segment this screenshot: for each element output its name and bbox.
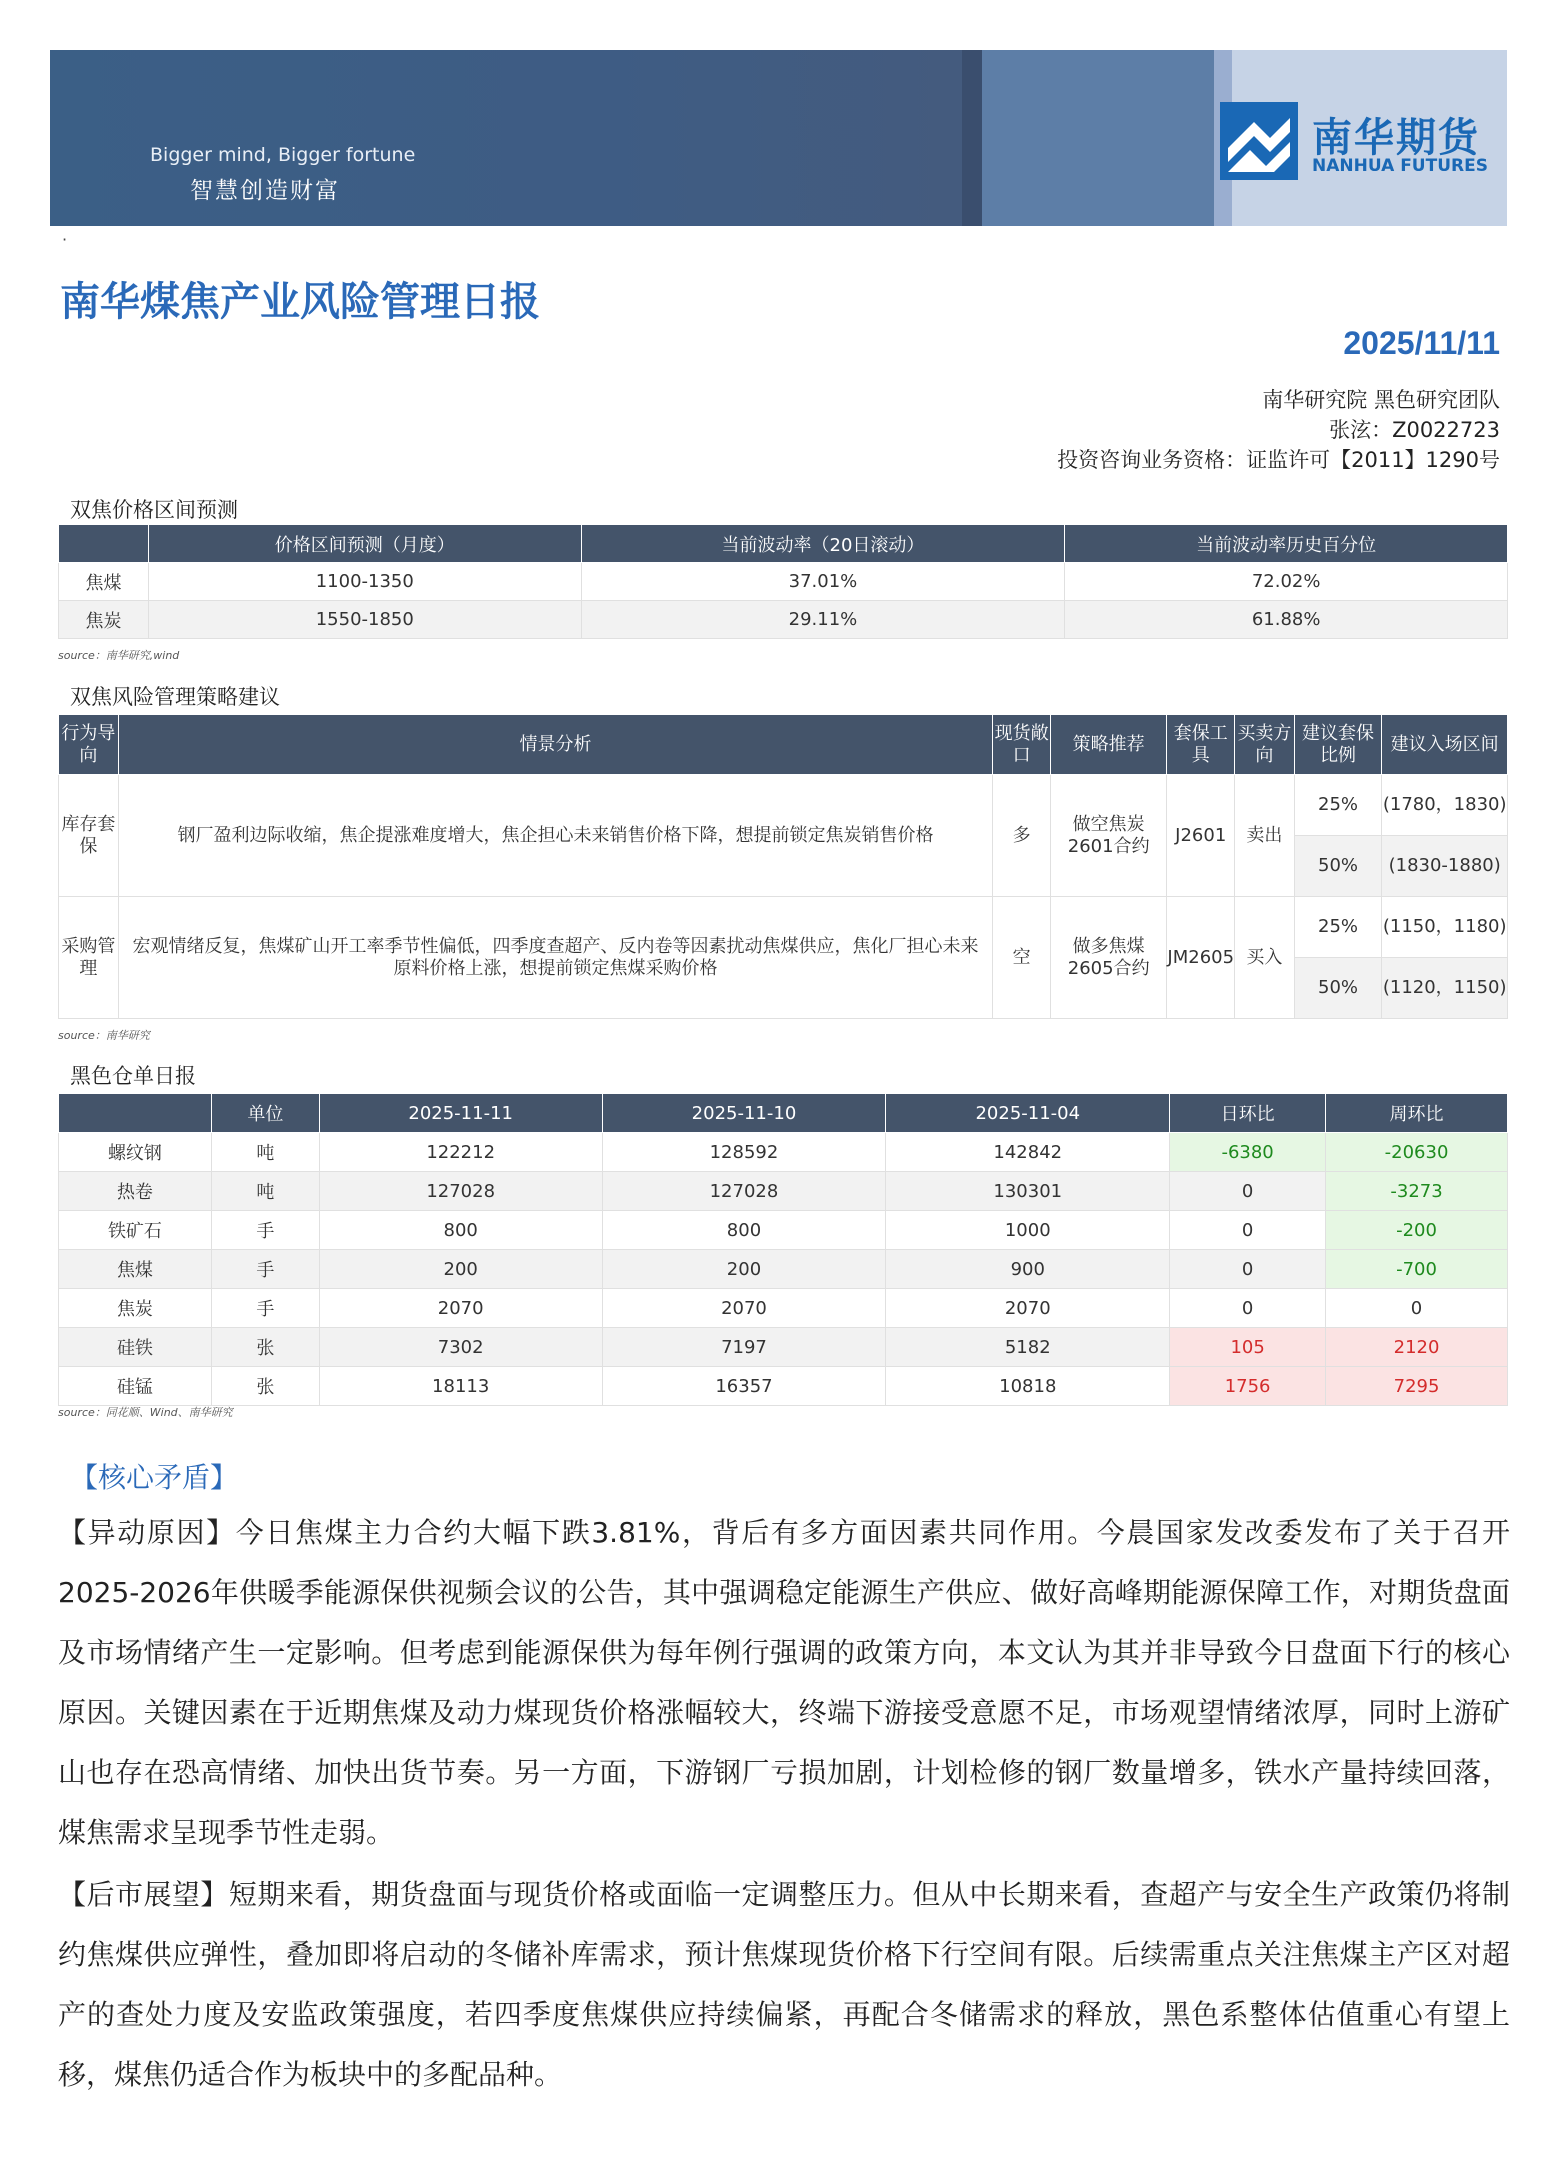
table-header-row bbox=[59, 715, 1508, 775]
column-header: 单位 bbox=[211, 1094, 319, 1133]
table-header-row bbox=[59, 525, 1508, 563]
table-cell: 铁矿石 bbox=[59, 1211, 212, 1250]
column-header bbox=[59, 525, 149, 563]
table-cell: 122212 bbox=[319, 1133, 602, 1172]
nanhua-logo-icon bbox=[1220, 102, 1298, 180]
table-cell: 焦煤 bbox=[59, 563, 149, 601]
strategy-section-label: 双焦风险管理策略建议 bbox=[70, 685, 280, 709]
column-header: 套保工具 bbox=[1167, 715, 1235, 775]
table-row bbox=[59, 1250, 1508, 1289]
table-cell: 螺纹钢 bbox=[59, 1133, 212, 1172]
table-cell: 焦炭 bbox=[59, 1289, 212, 1328]
table-cell: 16357 bbox=[602, 1367, 886, 1406]
table-cell: 800 bbox=[319, 1211, 602, 1250]
table-cell: 10818 bbox=[886, 1367, 1170, 1406]
table-cell: 1000 bbox=[886, 1211, 1170, 1250]
range-cell: (1120，1150) bbox=[1382, 958, 1508, 1019]
table-cell: 硅锰 bbox=[59, 1367, 212, 1406]
table-cell: 吨 bbox=[211, 1172, 319, 1211]
strategy-cell: 做空焦炭2601合约 bbox=[1050, 775, 1166, 897]
table-cell: 0 bbox=[1170, 1211, 1326, 1250]
column-header: 建议入场区间 bbox=[1382, 715, 1508, 775]
exposure-cell: 多 bbox=[993, 775, 1051, 897]
slogan-chinese: 智慧创造财富 bbox=[190, 178, 340, 204]
column-header: 2025-11-04 bbox=[886, 1094, 1170, 1133]
core-heading: 【核心矛盾】 bbox=[70, 1461, 239, 1494]
column-header: 当前波动率历史百分位 bbox=[1065, 525, 1508, 563]
table-cell: 0 bbox=[1170, 1172, 1326, 1211]
behavior-cell: 库存套保 bbox=[59, 775, 119, 897]
table-cell: 0 bbox=[1170, 1250, 1326, 1289]
range-cell: (1780，1830) bbox=[1382, 775, 1508, 836]
range-cell: (1830-1880) bbox=[1382, 836, 1508, 897]
table-cell: 7295 bbox=[1326, 1367, 1508, 1406]
company-logo bbox=[1220, 102, 1507, 182]
table-cell: 72.02% bbox=[1065, 563, 1508, 601]
table-cell: 200 bbox=[602, 1250, 886, 1289]
report-date: 2025/11/11 bbox=[1343, 325, 1500, 361]
strategy-source-note: source：南华研究 bbox=[58, 1029, 150, 1042]
table-cell: 1550-1850 bbox=[148, 601, 581, 639]
ratio-cell: 25% bbox=[1294, 775, 1382, 836]
table-cell: 127028 bbox=[319, 1172, 602, 1211]
ratio-cell: 50% bbox=[1294, 958, 1382, 1019]
column-header: 日环比 bbox=[1170, 1094, 1326, 1133]
scenario-cell: 宏观情绪反复，焦煤矿山开工率季节性偏低，四季度查超产、反内卷等因素扰动焦煤供应，焦化厂担心未来原料价格上涨，想提前锁定焦煤采购价格 bbox=[118, 897, 993, 1019]
direction-cell: 卖出 bbox=[1235, 775, 1295, 897]
column-header: 买卖方向 bbox=[1235, 715, 1295, 775]
column-header: 当前波动率（20日滚动） bbox=[581, 525, 1065, 563]
table-cell: 130301 bbox=[886, 1172, 1170, 1211]
table-cell: 2070 bbox=[886, 1289, 1170, 1328]
table-cell: 硅铁 bbox=[59, 1328, 212, 1367]
column-header: 2025-11-11 bbox=[319, 1094, 602, 1133]
table-row bbox=[59, 563, 1508, 601]
table-cell: 61.88% bbox=[1065, 601, 1508, 639]
table-cell: 手 bbox=[211, 1250, 319, 1289]
table-cell: 900 bbox=[886, 1250, 1170, 1289]
tool-cell: JM2605 bbox=[1167, 897, 1235, 1019]
table-row bbox=[59, 775, 1508, 836]
paragraph-reason: 【异动原因】今日焦煤主力合约大幅下跌3.81%，背后有多方面因素共同作用。今晨国家发改委发布了关于召开2025-2026年供暖季能源保供视频会议的公告，其中强调稳定能源生产供应、做好高峰期能源保障工作，对期货盘面及市场情绪产生一定影响。但考虑到能源保供为每年例行强调的政策方向，本文认为其并非导致今日盘面下行的核心原因。关键因素在于近期焦煤及动力煤现货价格涨幅较大，终端下游接受意愿不足，市场观望情绪浓厚，同时上游矿山也存在恐高情绪、加快出货节奏。另一方面，下游钢厂亏损加剧，计划检修的钢厂数量增多，铁水产量持续回落，煤焦需求呈现季节性走弱。 bbox=[58, 1516, 1510, 1849]
table-cell: -3273 bbox=[1326, 1172, 1508, 1211]
warehouse-table bbox=[58, 1093, 1508, 1406]
table-cell: 5182 bbox=[886, 1328, 1170, 1367]
column-header: 情景分析 bbox=[118, 715, 993, 775]
table-cell: -200 bbox=[1326, 1211, 1508, 1250]
table-cell: 142842 bbox=[886, 1133, 1170, 1172]
price-source-note: source：南华研究,wind bbox=[58, 649, 180, 662]
table-cell: -700 bbox=[1326, 1250, 1508, 1289]
table-row bbox=[59, 1367, 1508, 1406]
table-cell: 1756 bbox=[1170, 1367, 1326, 1406]
research-team: 南华研究院 黑色研究团队 bbox=[1262, 388, 1500, 412]
warehouse-source-note: source：同花顺、Wind、南华研究 bbox=[58, 1406, 233, 1419]
price-section-label: 双焦价格区间预测 bbox=[70, 498, 238, 522]
column-header: 周环比 bbox=[1326, 1094, 1508, 1133]
banner-bg-divider bbox=[962, 50, 982, 226]
table-row bbox=[59, 1172, 1508, 1211]
table-header-row bbox=[59, 1094, 1508, 1133]
table-cell: 手 bbox=[211, 1211, 319, 1250]
table-cell: 张 bbox=[211, 1328, 319, 1367]
range-cell: (1150，1180) bbox=[1382, 897, 1508, 958]
table-cell: 1100-1350 bbox=[148, 563, 581, 601]
table-cell: 2070 bbox=[602, 1289, 886, 1328]
exposure-cell: 空 bbox=[993, 897, 1051, 1019]
table-row bbox=[59, 1211, 1508, 1250]
analyst-id: 张泫：Z0022723 bbox=[1329, 418, 1500, 442]
table-cell: 200 bbox=[319, 1250, 602, 1289]
table-cell: 手 bbox=[211, 1289, 319, 1328]
table-cell: 128592 bbox=[602, 1133, 886, 1172]
logo-text-chinese: 南华期货 bbox=[1312, 115, 1480, 161]
paragraph-outlook: 【后市展望】短期来看，期货盘面与现货价格或面临一定调整压力。但从中长期来看，查超产与安全生产政策仍将制约焦煤供应弹性，叠加即将启动的冬储补库需求，预计焦煤现货价格下行空间有限。后续需重点关注焦煤主产区对超产的查处力度及安监政策强度，若四季度焦煤供应持续偏紧，再配合冬储需求的释放，黑色系整体估值重心有望上移，煤焦仍适合作为板块中的多配品种。 bbox=[58, 1878, 1510, 2091]
table-row bbox=[59, 1133, 1508, 1172]
ratio-cell: 25% bbox=[1294, 897, 1382, 958]
author-info bbox=[1057, 385, 1500, 475]
table-cell: 热卷 bbox=[59, 1172, 212, 1211]
table-cell: 焦煤 bbox=[59, 1250, 212, 1289]
logo-text-english: NANHUA FUTURES bbox=[1312, 156, 1488, 176]
table-cell: 0 bbox=[1170, 1289, 1326, 1328]
column-header: 策略推荐 bbox=[1050, 715, 1166, 775]
banner-bg-blue bbox=[982, 50, 1214, 226]
table-row bbox=[59, 1328, 1508, 1367]
column-header: 价格区间预测（月度） bbox=[148, 525, 581, 563]
behavior-cell: 采购管理 bbox=[59, 897, 119, 1019]
table-cell: 2070 bbox=[319, 1289, 602, 1328]
table-row bbox=[59, 897, 1508, 958]
bullet-dot: · bbox=[62, 230, 68, 249]
table-cell: 29.11% bbox=[581, 601, 1065, 639]
direction-cell: 买入 bbox=[1235, 897, 1295, 1019]
table-cell: 2120 bbox=[1326, 1328, 1508, 1367]
table-cell: 7197 bbox=[602, 1328, 886, 1367]
table-cell: 105 bbox=[1170, 1328, 1326, 1367]
table-cell: -20630 bbox=[1326, 1133, 1508, 1172]
column-header bbox=[59, 1094, 212, 1133]
table-cell: -6380 bbox=[1170, 1133, 1326, 1172]
table-cell: 焦炭 bbox=[59, 601, 149, 639]
table-row bbox=[59, 1289, 1508, 1328]
table-cell: 18113 bbox=[319, 1367, 602, 1406]
strategy-cell: 做多焦煤2605合约 bbox=[1050, 897, 1166, 1019]
report-title: 南华煤焦产业风险管理日报 bbox=[60, 279, 540, 325]
slogan-english: Bigger mind, Bigger fortune bbox=[150, 144, 416, 166]
banner-bg-dark bbox=[50, 50, 962, 226]
table-cell: 37.01% bbox=[581, 563, 1065, 601]
column-header: 建议套保比例 bbox=[1294, 715, 1382, 775]
warehouse-table-body bbox=[59, 1133, 1508, 1406]
column-header: 2025-11-10 bbox=[602, 1094, 886, 1133]
header-banner bbox=[50, 50, 1507, 226]
column-header: 行为导向 bbox=[59, 715, 119, 775]
table-row bbox=[59, 601, 1508, 639]
table-cell: 800 bbox=[602, 1211, 886, 1250]
ratio-cell: 50% bbox=[1294, 836, 1382, 897]
license-info: 投资咨询业务资格：证监许可【2011】1290号 bbox=[1057, 448, 1500, 472]
table-cell: 0 bbox=[1326, 1289, 1508, 1328]
table-cell: 7302 bbox=[319, 1328, 602, 1367]
table-cell: 127028 bbox=[602, 1172, 886, 1211]
tool-cell: J2601 bbox=[1167, 775, 1235, 897]
column-header: 现货敞口 bbox=[993, 715, 1051, 775]
scenario-cell: 钢厂盈利边际收缩，焦企提涨难度增大，焦企担心未来销售价格下降，想提前锁定焦炭销售价格 bbox=[118, 775, 993, 897]
table-cell: 吨 bbox=[211, 1133, 319, 1172]
price-range-table bbox=[58, 524, 1508, 639]
table-cell: 张 bbox=[211, 1367, 319, 1406]
warehouse-section-label: 黑色仓单日报 bbox=[70, 1064, 196, 1088]
strategy-table bbox=[58, 714, 1508, 1019]
